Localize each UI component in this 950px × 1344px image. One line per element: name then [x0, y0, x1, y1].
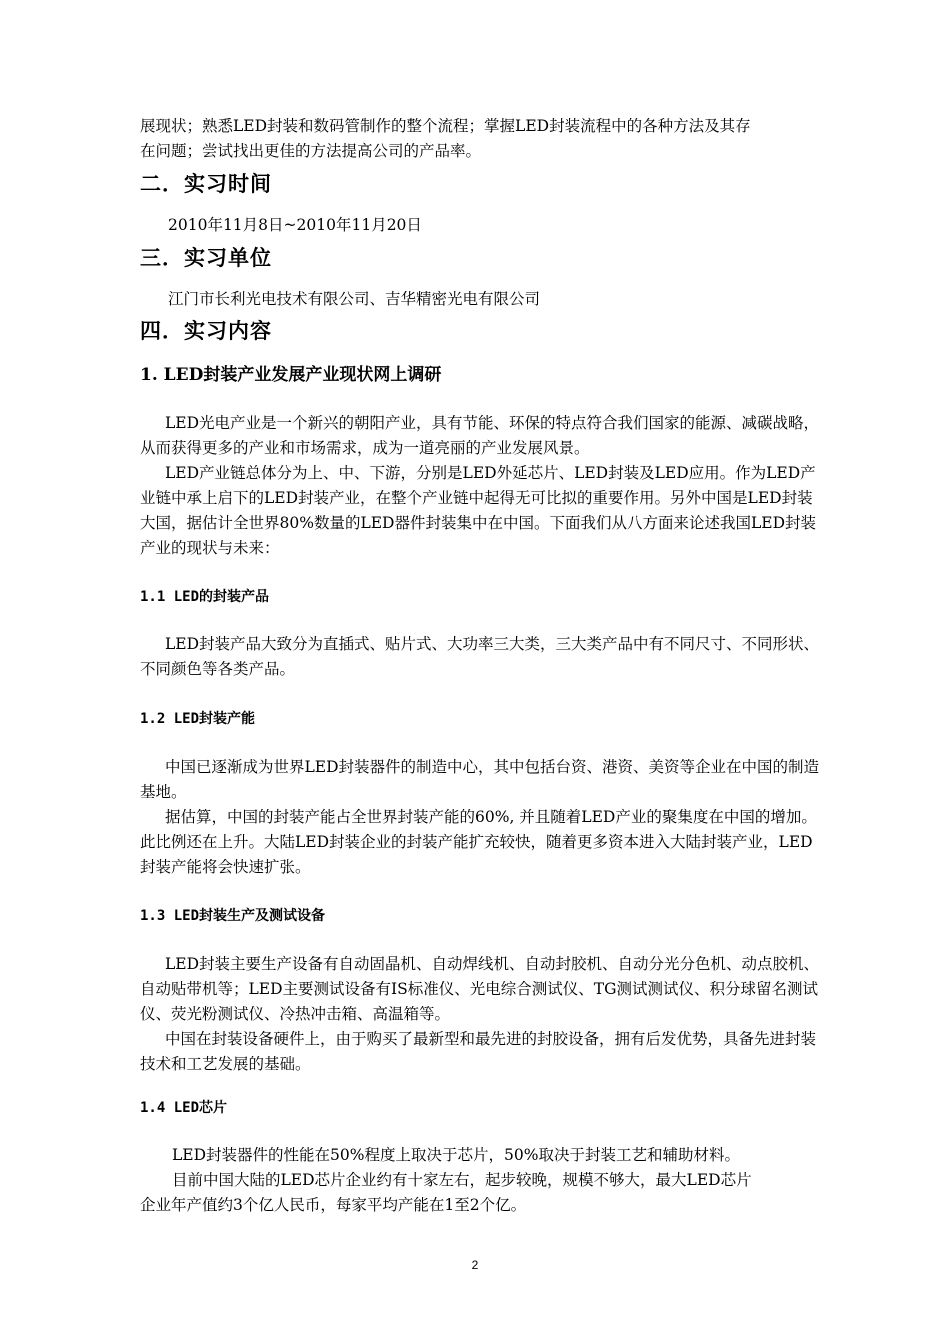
heading-internship-unit: 三．实习单位	[140, 245, 272, 270]
section-1-number: 1.	[140, 365, 158, 385]
section-1-2-paragraph-2: 据估算，中国的封装产能占全世界封装产能的60%, 并且随着LED产业的聚集度在中国的增加。此比例还在上升。大陆LED封装企业的封装产能扩充较快，随着更多资本进入大陆封装产业，LED封装产能将会快速扩张。	[140, 808, 817, 876]
section-1-3-paragraph-2: 中国在封装设备硬件上，由于购买了最新型和最先进的封胶设备，拥有后发优势，具备先进封装技术和工艺发展的基础。	[140, 1030, 817, 1073]
section-1-2-heading: 1.2 LED封装产能	[140, 711, 256, 727]
section-1-paragraph-2: LED产业链总体分为上、中、下游，分别是LED外延芯片、LED封装及LED应用。作为LED产业链中承上启下的LED封装产业，在整个产业链中起得无可比拟的重要作用。另外中国是LED封装大国，据估计全世界80%数量的LED器件封装集中在中国。下面我们从八方面来论述我国LED封装产业的现状与未来：	[140, 464, 817, 557]
section-1-paragraph-1: LED光电产业是一个新兴的朝阳产业，具有节能、环保的特点符合我们国家的能源、减碳战略，从而获得更多的产业和市场需求，成为一道亮丽的产业发展风景。	[140, 414, 820, 457]
section-1-title	[140, 362, 441, 388]
heading-internship-time: 二．实习时间	[140, 171, 272, 196]
internship-unit-text: 江门市长利光电技术有限公司、吉华精密光电有限公司	[168, 290, 541, 308]
section-1-title-bold: LED	[163, 365, 204, 385]
page-number: 2	[471, 1258, 479, 1272]
section-1-3-paragraph-1: LED封装主要生产设备有自动固晶机、自动焊线机、自动封胶机、自动分光分色机、动点胶机、自动贴带机等；LED主要测试设备有IS标准仪、光电综合测试仪、TG测试测试仪、积分球留名测试仪、荧光粉测试仪、冷热冲击箱、高温箱等。	[140, 955, 820, 1023]
intro-line-2: 在问题；尝试找出更佳的方法提高公司的产品率。	[140, 142, 482, 160]
section-1-1-paragraph: LED封装产品大致分为直插式、贴片式、大功率三大类，三大类产品中有不同尺寸、不同形状、不同颜色等各类产品。	[140, 635, 820, 678]
section-1-1-heading: 1.1 LED的封装产品	[140, 589, 270, 605]
section-1-4-paragraph-2a: 目前中国大陆的LED芯片企业约有十家左右，起步较晚，规模不够大，最大LED芯片	[172, 1171, 752, 1189]
section-1-4-heading: 1.4 LED芯片	[140, 1100, 228, 1116]
section-1-2-paragraph-1: 中国已逐渐成为世界LED封装器件的制造中心，其中包括台资、港资、美资等企业在中国的制造基地。	[140, 758, 820, 801]
heading-internship-content: 四．实习内容	[140, 318, 272, 343]
section-1-4-paragraph-1: LED封装器件的性能在50%程度上取决于芯片，50%取决于封装工艺和辅助材料。	[172, 1146, 740, 1164]
internship-time-text: 2010年11月8日~2010年11月20日	[168, 216, 422, 234]
section-1-title-rest: 封装产业发展产业现状网上调研	[203, 365, 442, 385]
intro-line-1: 展现状；熟悉LED封装和数码管制作的整个流程；掌握LED封装流程中的各种方法及其存	[140, 117, 751, 135]
section-1-3-heading: 1.3 LED封装生产及测试设备	[140, 908, 326, 924]
section-1-4-paragraph-2b: 企业年产值约3个亿人民币，每家平均产能在1至2个亿。	[140, 1196, 527, 1214]
